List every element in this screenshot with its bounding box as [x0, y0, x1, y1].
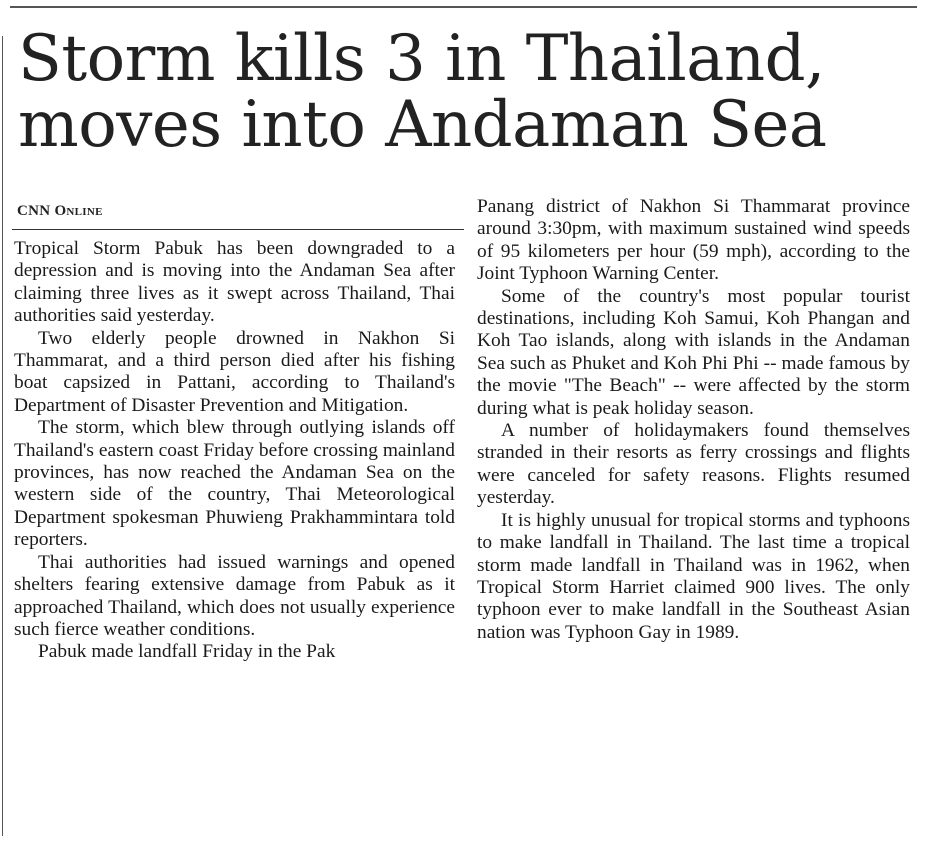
- paragraph: Tropical Storm Pabuk has been downgraded to a depression and is moving into the Andaman Sea after claiming three lives as it swept across Thailand, Thai authorities said yesterday.: [14, 238, 455, 327]
- paragraph: Thai authorities had issued warnings and opened shelters fearing extensive damage from Pabuk as it approached Thailand, which does not usually experience such fierce weather conditions.: [14, 551, 455, 640]
- paragraph: Two elderly people drowned in Nakhon Si Thammarat, and a third person died after his fishing boat capsized in Pattani, according to Thailand's Department of Disaster Prevention and Mitigation.: [14, 327, 455, 416]
- paragraph: A number of holidaymakers found themselves stranded in their resorts as ferry crossings and flights were canceled for safety reasons. Flights resumed yesterday.: [477, 420, 910, 509]
- paragraph: Panang district of Nakhon Si Thammarat province around 3:30pm, with maximum sustained wind speeds of 95 kilometers per hour (59 mph), according to the Joint Typhoon Warning Center.: [477, 196, 910, 285]
- paragraph: The storm, which blew through outlying islands off Thailand's eastern coast Friday before crossing mainland provinces, has now reached the Andaman Sea on the western side of the country, Thai Meteorological Department spokesman Phuwieng Prakhammintara told reporters.: [14, 417, 455, 551]
- article-column-right: [477, 196, 910, 644]
- left-rule: [2, 36, 3, 836]
- paragraph: Some of the country's most popular tourist destinations, including Koh Samui, Koh Phangan and Koh Tao islands, along with islands in the Andaman Sea such as Phuket and Koh Phi Phi -- made famous by the movie "The Beach" -- were affected by the storm during what is peak holiday season.: [477, 285, 910, 419]
- paragraph: Pabuk made landfall Friday in the Pak: [38, 641, 336, 663]
- article-column-left: [14, 238, 455, 664]
- byline: CNN Online: [17, 203, 103, 219]
- byline-rule: [12, 229, 464, 230]
- paragraph: It is highly unusual for tropical storms and typhoons to make landfall in Thailand. The last time a tropical storm made landfall in Thailand was in 1962, when Tropical Storm Harriet claimed 900 lives. The only typhoon ever to make landfall in the Southeast Asian nation was Typhoon Gay in 1989.: [477, 509, 910, 643]
- top-rule: [10, 6, 917, 8]
- headline: Storm kills 3 in Thailand, moves into Andaman Sea: [18, 22, 827, 162]
